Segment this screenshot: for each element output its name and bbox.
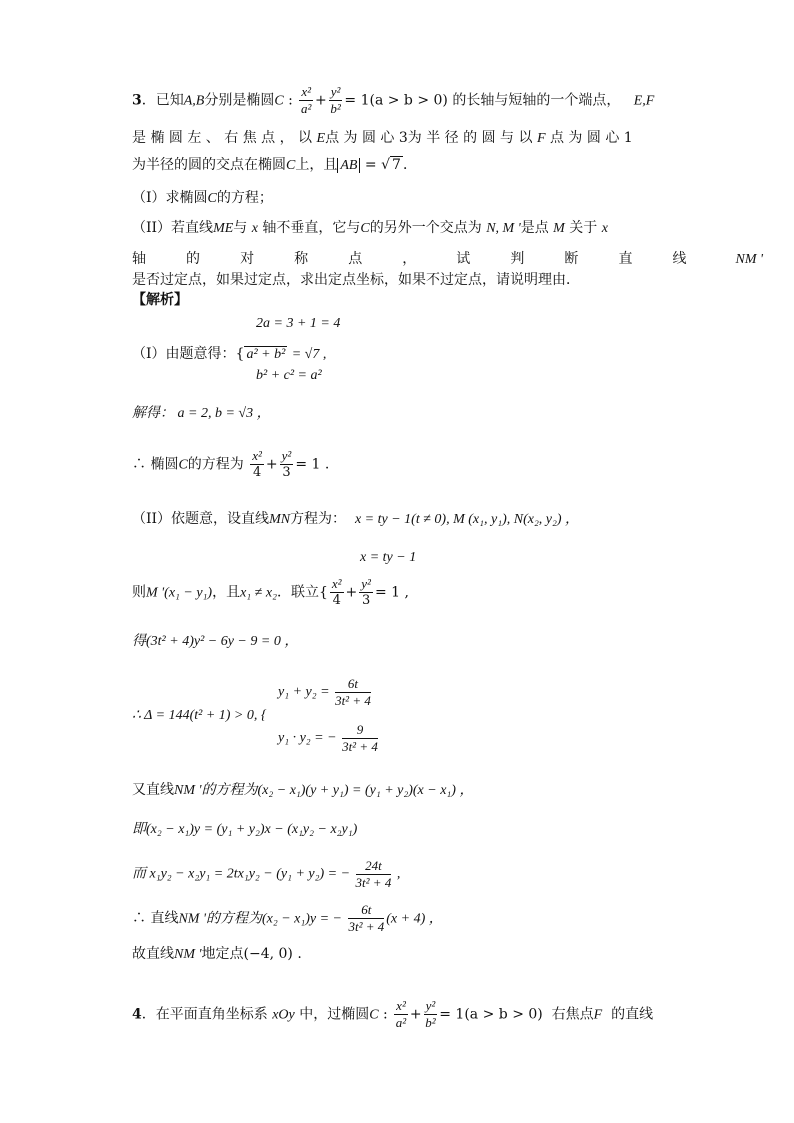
problem-number: 3 (132, 92, 142, 109)
problem4-line1: 4．在平面直角坐标系 xOy 中，过椭圆C : $\frac{\text{x²}}{\text{a²}}$ + $\frac{\text{y²}}{\text{b²}}$ = 1(a > b > 0) 右焦点F 的直线 (132, 998, 654, 1030)
solution-step-4: （II）依题意，设直线MN方程为： x = ty − 1(t ≠ 0), M (x₁, y₁), N(x₂, y₂) ， (132, 511, 580, 527)
solution-system-3-bot: y₁ · y₂ = − $\frac{9}{\text{3t² + 4}}$ (278, 722, 378, 754)
solution-step-7: ∴ Δ = 144(t² + 1) > 0, { (132, 708, 267, 723)
question-1: （I）求椭圆C的方程； (132, 190, 273, 206)
analysis-heading: 【解析】 (132, 292, 188, 308)
problem3-line3: 为半径的圆的交点在椭圆C上，且 AB = √ 7 ． (132, 157, 417, 173)
question-2-line2: 轴 的 对 称 点 ， 试 判 断 直 线 NM ' (132, 251, 763, 267)
sqrt-a2-b2: a² + b² (246, 347, 286, 362)
solution-step-8: 又直线NM '的方程为(x₂ − x₁)(y + y₁) = (y₁ + y₂)(x − x₁) ， (132, 782, 474, 798)
solution-system-2-top: x = ty − 1 (360, 550, 417, 565)
solution-system-1c: b² + c² = a² (256, 368, 322, 383)
solution-system-3-top: y₁ + y₂ = $\frac{6t}{\text{3t² + 4}}$ (278, 676, 371, 708)
solution-step-1: （I）由题意得：{ a² + b² = √7 , (132, 346, 327, 362)
problem-number: 4 (132, 1006, 142, 1023)
solution-step-6: 得(3t² + 4)y² − 6y − 9 = 0 ， (132, 634, 299, 649)
solution-step-10: 而 x₁y₂ − x₂y₁ = 2tx₁y₂ − (y₁ + y₂) = − $\frac{24t}{\text{3t² + 4}}$ , (132, 858, 401, 890)
solution-system-1: 2a = 3 + 1 = 4 (256, 316, 341, 331)
solution-step-12: 故直线NM '地定点(−4, 0) . (132, 946, 302, 962)
question-2-line1: （II）若直线ME与 x 轴不垂直，它与C的另外一个交点为 N, M '是点 M 关于 x (132, 220, 608, 236)
problem3-line1: 3．已知A,B分别是椭圆C : $\frac{\text{x²}}{\text{a²}}$ + $\frac{\text{y²}}{\text{b²}}$ = 1(a > b > 0) 的长轴与短轴的一个端点， E,F (132, 84, 655, 116)
fraction-y2-b2: $\frac{\text{y²}}{\text{b²}}$ (330, 84, 341, 116)
problem3-line2: 是 椭 圆 左 、 右 焦 点 ， 以 E点 为 圆 心 3为 半 径 的 圆 与 以 F 点 为 圆 心 1 (132, 130, 633, 146)
solution-step-11: ∴ 直线NM '的方程为(x₂ − x₁)y = − $\frac{6t}{\text{3t² + 4}}$ (x + 4) ， (132, 902, 443, 934)
abs-AB: AB (337, 158, 360, 173)
question-2-line3: 是否过定点，如果过定点，求出定点坐标，如果不过定点，请说明理由． (132, 272, 580, 288)
solution-step-2: 解得： a = 2, b = √3 ， (132, 406, 271, 421)
solution-step-9: 即(x₂ − x₁)y = (y₁ + y₂)x − (x₁y₂ − x₂y₁) (132, 822, 358, 837)
solution-step-3: ∴ 椭圆C的方程为 $\frac{\text{x²}}{4}$ + $\frac{\text{y²}}{3}$ = 1 . (132, 448, 330, 480)
solution-step-5: 则M '(x₁ − y₁)，且x₁ ≠ x₂．联立{ $\frac{\text{x²}}{4}$ + $\frac{\text{y²}}{3}$ = 1 , (132, 576, 409, 608)
sqrt-7: 7 (392, 157, 401, 173)
fraction-x2-a2: $\frac{\text{x²}}{\text{a²}}$ (300, 84, 312, 116)
